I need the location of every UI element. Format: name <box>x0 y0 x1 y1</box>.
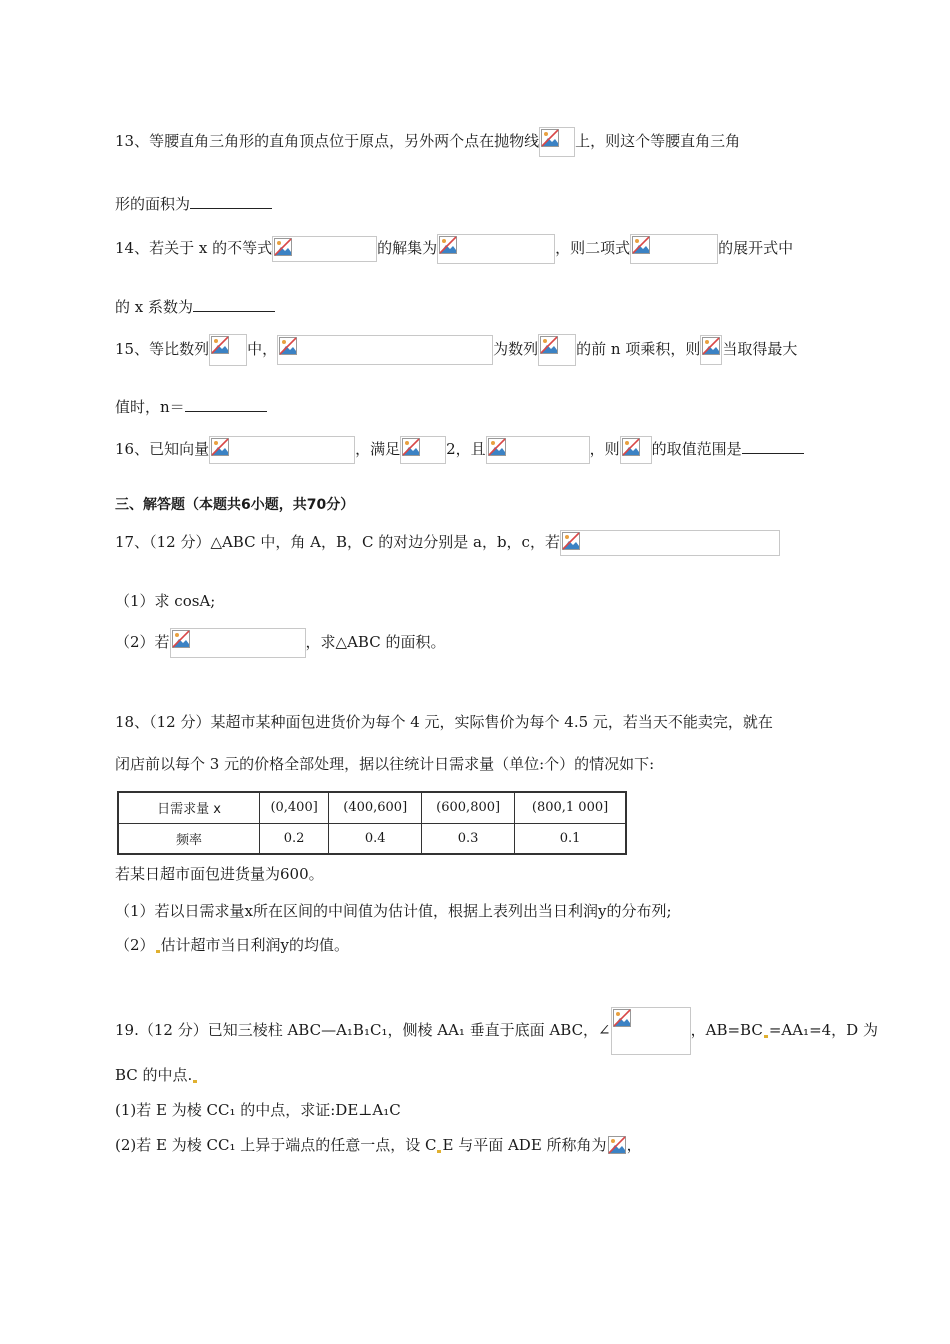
q19-text-a: 19.（12 分）已知三棱柱 ABC—A₁B₁C₁，侧棱 AA₁ 垂直于底面 ABC，∠ <box>115 1021 611 1039</box>
answer-blank[interactable] <box>190 194 272 209</box>
broken-image-icon <box>279 337 297 355</box>
q15-text-f: 值时，n＝ <box>115 398 185 416</box>
broken-image-icon <box>172 630 190 648</box>
formula-image <box>209 436 355 464</box>
table-cell: 0.4 <box>329 823 422 854</box>
formula-image <box>486 436 590 464</box>
q14-line1 <box>115 234 793 264</box>
q16-text-d: ，则 <box>589 440 620 458</box>
broken-image-icon <box>702 337 720 355</box>
q18-line2: 闭店前以每个 3 元的价格全部处理，据以往统计日需求量（单位:个）的情况如下: <box>115 755 655 773</box>
formula-image <box>538 334 576 366</box>
broken-image-icon <box>488 438 506 456</box>
q17-part1: （1）求 cosA; <box>115 592 216 610</box>
q13-text-b: 上，则这个等腰直角三角 <box>575 132 741 150</box>
q15-text-b: 中， <box>247 340 278 358</box>
q13-text-c: 形的面积为 <box>115 195 191 213</box>
broken-image-icon <box>211 336 229 354</box>
broken-image-icon <box>439 236 457 254</box>
q18-part1: （1）若以日需求量x所在区间的中间值为估计值，根据上表列出当日利润y的分布列; <box>115 902 672 920</box>
table-row <box>118 792 626 823</box>
q15-text-a: 15、等比数列 <box>115 340 210 358</box>
formula-image <box>437 234 555 264</box>
table-header: 日需求量 x <box>118 792 260 823</box>
q13-line2 <box>115 193 272 215</box>
q15-text-c: 为数列 <box>493 340 539 358</box>
q17-part2 <box>115 628 445 658</box>
demand-table <box>117 791 627 855</box>
q16-text-c: 2，且 <box>446 440 486 458</box>
q15-text-e: 当取得最大 <box>722 340 798 358</box>
broken-image-icon <box>211 438 229 456</box>
table-row <box>118 823 626 854</box>
table-cell: (0,400] <box>260 792 329 823</box>
q14-text-b: 的解集为 <box>377 239 438 257</box>
q17-text-p2b: ，求△ABC 的面积。 <box>305 633 446 651</box>
q14-text-e: 的 x 系数为 <box>115 298 193 316</box>
broken-image-icon <box>613 1009 631 1027</box>
q17-line1 <box>115 530 780 556</box>
table-cell: (400,600] <box>329 792 422 823</box>
formula-image <box>400 436 446 464</box>
mark-dot <box>156 950 160 953</box>
formula-image <box>560 530 780 556</box>
formula-image <box>272 236 377 262</box>
formula-image <box>620 436 652 464</box>
q19-text-p2c: ， <box>626 1136 642 1154</box>
q19-part2 <box>115 1134 642 1157</box>
mark-dot <box>437 1150 441 1153</box>
answer-blank[interactable] <box>742 439 804 454</box>
table-cell: 0.1 <box>515 823 626 854</box>
mark-dot <box>193 1080 197 1083</box>
formula-image <box>539 127 575 157</box>
q14-text-d: 的展开式中 <box>718 239 794 257</box>
broken-image-icon <box>632 236 650 254</box>
q16-text-e: 的取值范围是 <box>651 440 742 458</box>
formula-image <box>277 335 493 365</box>
q19-text-b2: =AA₁=4，D 为 <box>768 1021 878 1039</box>
q18-line1: 18、（12 分）某超市某种面包进货价为每个 4 元，实际售价为每个 4.5 元，若当天不能卖完，就在 <box>115 713 773 731</box>
table-header: 频率 <box>118 823 260 854</box>
q17-text-p2a: （2）若 <box>115 633 170 651</box>
q19-line1 <box>115 1007 878 1055</box>
formula-image <box>607 1135 627 1157</box>
q18-line3: 若某日超市面包进货量为600。 <box>115 865 324 883</box>
q15-line2 <box>115 396 267 418</box>
broken-image-icon <box>541 129 559 147</box>
q18-text-p2b: 估计超市当日利润y的均值。 <box>160 936 350 954</box>
q19-text-b: ，AB=BC <box>690 1021 763 1039</box>
broken-image-icon <box>622 438 640 456</box>
table-cell: (800,1 000] <box>515 792 626 823</box>
formula-image <box>209 334 247 366</box>
q14-text-a: 14、若关于 x 的不等式 <box>115 239 273 257</box>
q14-line2 <box>115 296 275 318</box>
q15-line1 <box>115 334 797 366</box>
answer-blank[interactable] <box>193 297 275 312</box>
q15-text-d: 的前 n 项乘积，则 <box>576 340 701 358</box>
broken-image-icon <box>540 336 558 354</box>
table-cell: 0.2 <box>260 823 329 854</box>
q18-part2 <box>115 934 349 956</box>
table-cell: (600,800] <box>422 792 515 823</box>
formula-image <box>611 1007 691 1055</box>
q19-part1: (1)若 E 为棱 CC₁ 的中点，求证:DE⊥A₁C <box>115 1101 401 1119</box>
table-cell: 0.3 <box>422 823 515 854</box>
q17-text-a: 17、（12 分）△ABC 中，角 A，B，C 的对边分别是 a，b，c，若 <box>115 533 560 551</box>
broken-image-icon <box>402 438 420 456</box>
q13-text-a: 13、等腰直角三角形的直角顶点位于原点，另外两个点在抛物线 <box>115 132 540 150</box>
q18-text-p2a: （2） <box>115 936 155 954</box>
q13-line1 <box>115 127 740 157</box>
broken-image-icon <box>608 1136 626 1154</box>
q16-text-a: 16、已知向量 <box>115 440 210 458</box>
broken-image-icon <box>562 532 580 550</box>
formula-image <box>630 234 718 264</box>
section-heading: 三、解答题（本题共6小题，共70分） <box>115 497 355 513</box>
q19-text-p2b: E 与平面 ADE 所称角为 <box>442 1136 607 1154</box>
q19-text-c: BC 的中点. <box>115 1066 193 1084</box>
q14-text-c: ，则二项式 <box>555 239 631 257</box>
mark-dot <box>764 1035 768 1038</box>
broken-image-icon <box>274 238 292 256</box>
formula-image <box>170 628 306 658</box>
q19-line2 <box>115 1064 198 1086</box>
formula-image <box>700 335 722 365</box>
q16-text-b: ，满足 <box>355 440 401 458</box>
q16-line1 <box>115 436 804 464</box>
answer-blank[interactable] <box>185 397 267 412</box>
q19-text-p2a: (2)若 E 为棱 CC₁ 上异于端点的任意一点，设 C <box>115 1136 437 1154</box>
